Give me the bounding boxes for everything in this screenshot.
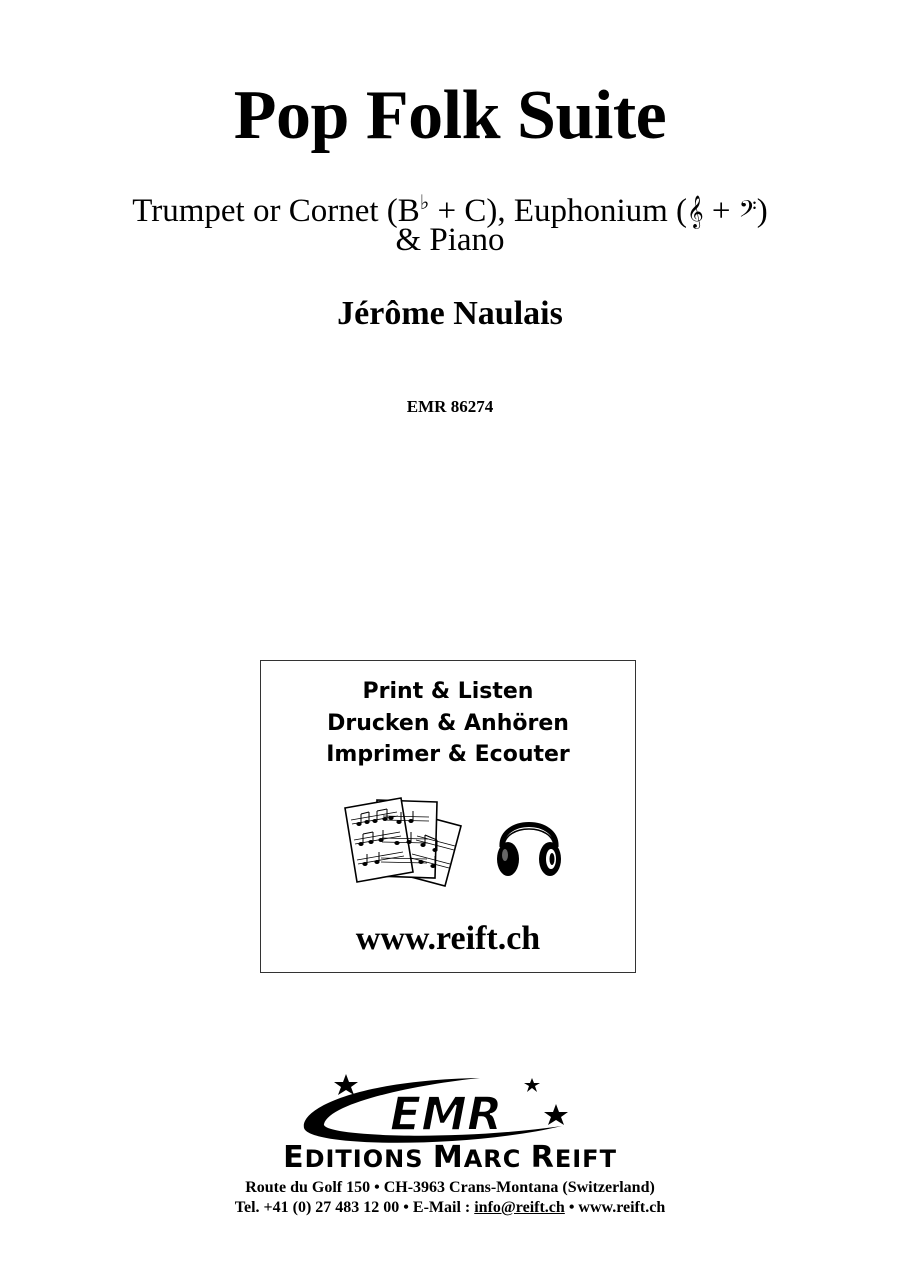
instrumentation-middle: + C), Euphonium ( — [429, 193, 688, 229]
headphones-icon — [494, 803, 564, 881]
page-title: Pop Folk Suite — [233, 77, 667, 154]
promo-line-french: Imprimer & Ecouter — [326, 742, 570, 767]
email-link[interactable]: info@reift.ch — [474, 1199, 565, 1216]
promo-line-german: Drucken & Anhören — [327, 711, 569, 736]
contact-website[interactable]: • www.reift.ch — [564, 1199, 666, 1216]
catalog-number: EMR 86274 — [406, 397, 494, 416]
publisher-name-e: E — [283, 1140, 305, 1175]
publisher-name-eift: EIFT — [554, 1145, 617, 1173]
print-listen-box — [260, 660, 636, 973]
sheet-music-icon — [339, 796, 469, 888]
bass-clef-icon: 𝄢 — [738, 195, 757, 228]
composer-name: Jérôme Naulais — [337, 295, 563, 332]
promo-line-english: Print & Listen — [362, 679, 534, 704]
treble-clef-icon: 𝄞 — [687, 195, 704, 228]
publisher-address: Route du Golf 150 • CH-3963 Crans-Montana (Switzerland) — [245, 1179, 655, 1196]
publisher-name-r: R — [530, 1140, 555, 1175]
emr-logo — [300, 1072, 590, 1144]
publisher-name — [0, 1140, 900, 1175]
publisher-name-m: M — [432, 1140, 464, 1175]
instrumentation-plus: + — [703, 193, 739, 229]
instrumentation-suffix: ) — [756, 193, 768, 229]
contact-phone: Tel. +41 (0) 27 483 12 00 • E-Mail : — [234, 1199, 475, 1216]
publisher-contact — [0, 1198, 900, 1218]
emr-logo-text: EMR — [389, 1087, 503, 1141]
promo-url[interactable]: www.reift.ch — [355, 920, 541, 957]
flat-icon: ♭ — [419, 192, 430, 214]
publisher-name-ditions: DITIONS — [304, 1145, 433, 1173]
publisher-name-arc: ARC — [463, 1145, 531, 1173]
instrumentation-line-2: & Piano — [395, 222, 505, 258]
instrumentation-prefix: Trumpet or Cornet (B — [132, 193, 420, 229]
